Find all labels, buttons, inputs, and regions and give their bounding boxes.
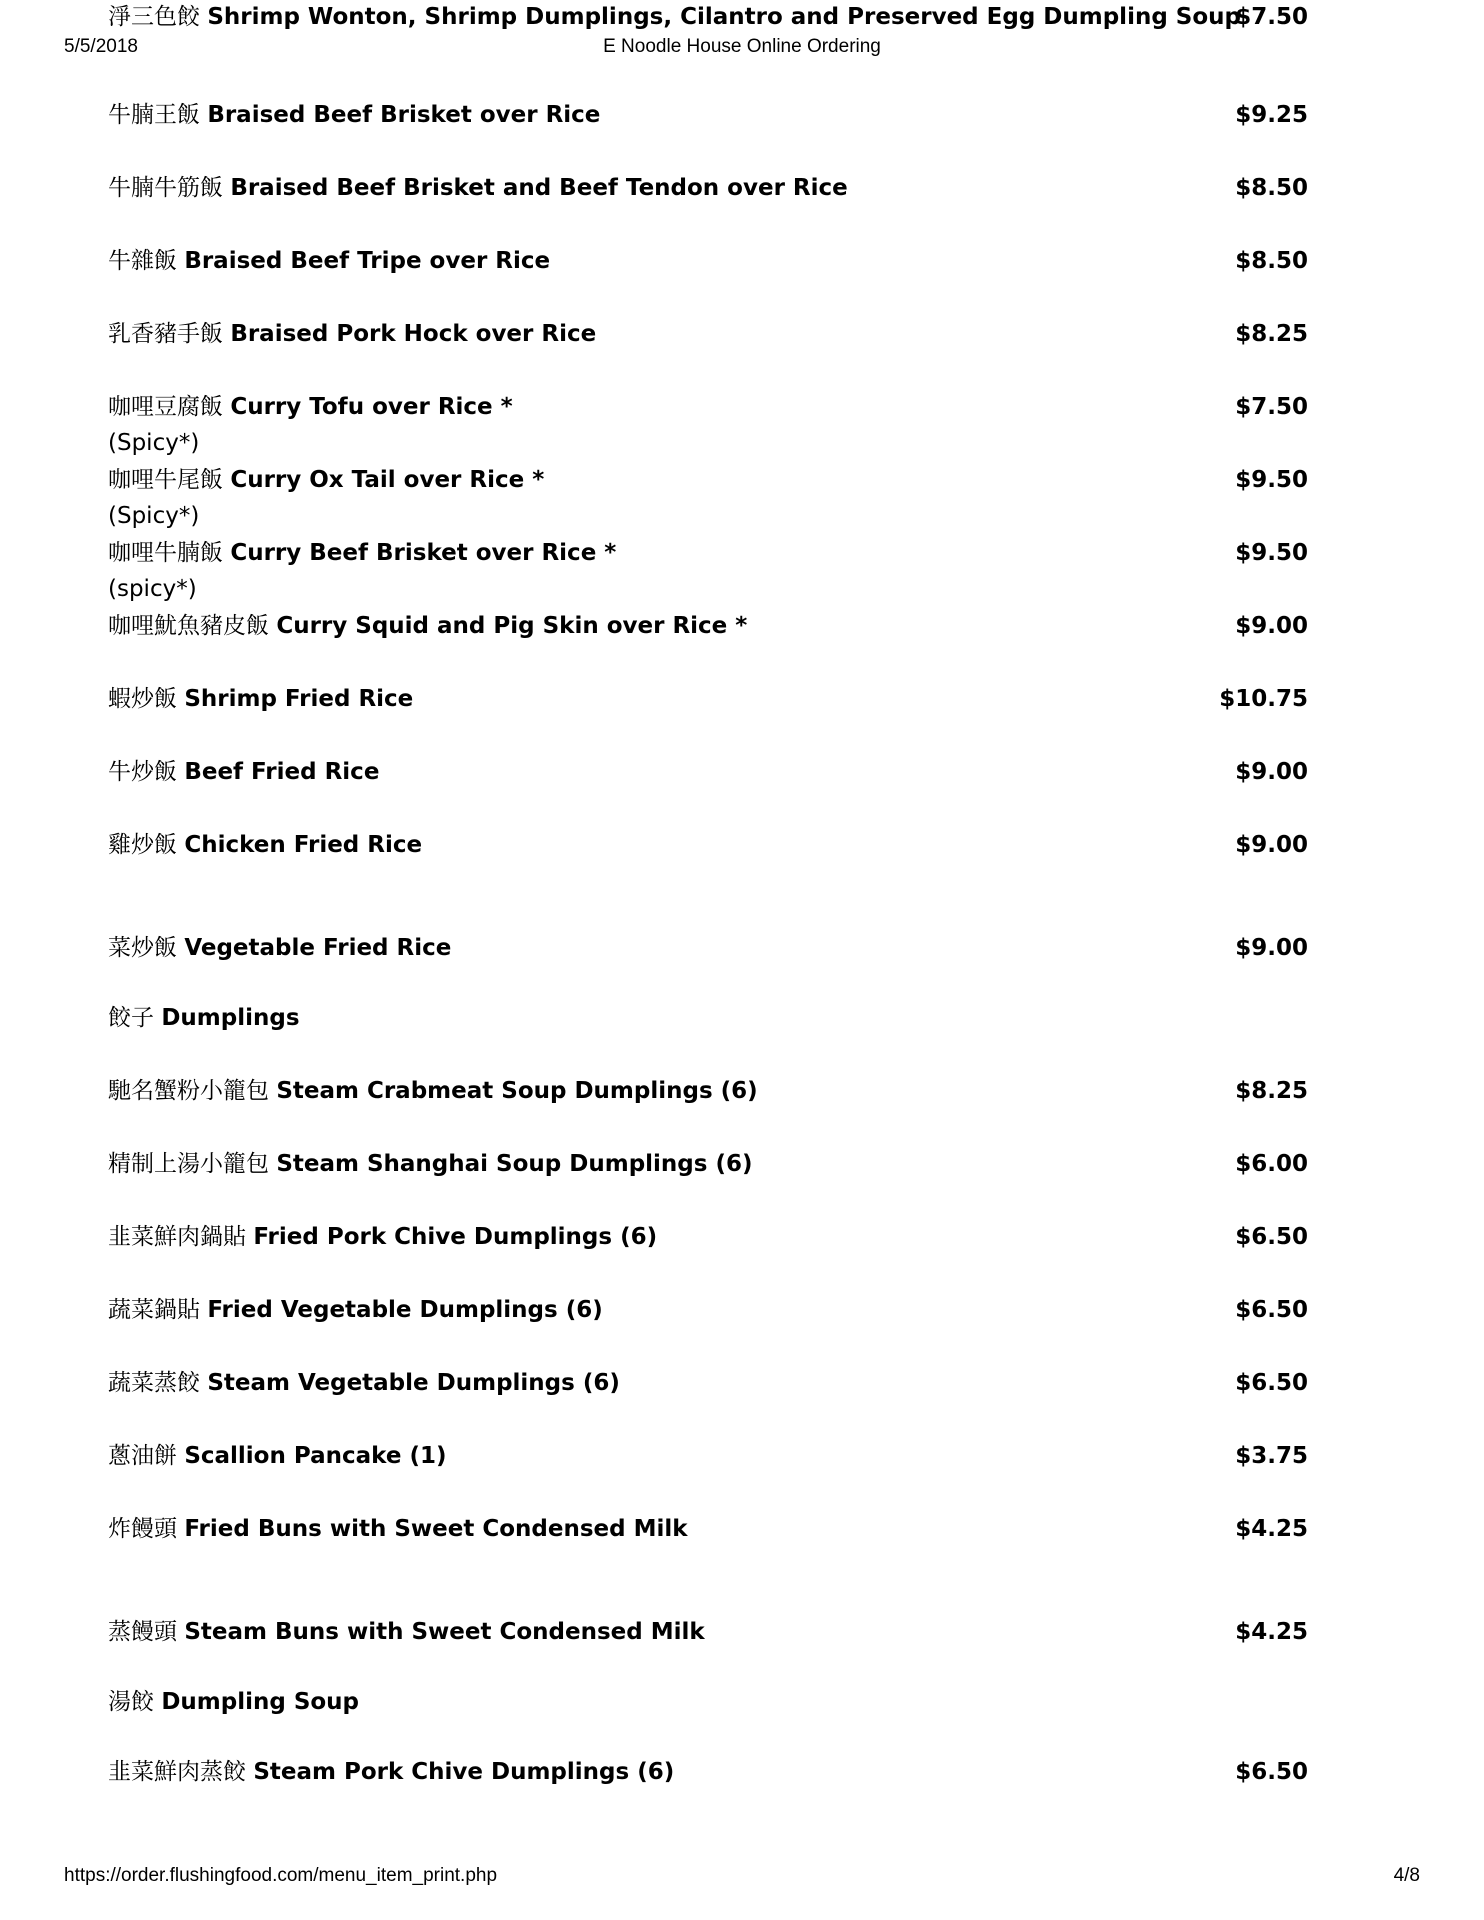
english-name: Steam Crabmeat Soup Dumplings (6) — [276, 1078, 758, 1104]
item-name — [108, 1147, 752, 1181]
menu-item — [108, 171, 1308, 205]
page-url: https://order.flushingfood.com/menu_item_print.php — [64, 1865, 498, 1886]
item-price: $6.50 — [1235, 1759, 1308, 1785]
english-name: Shrimp Wonton, Shrimp Dumplings, Cilantro and Preserved Egg Dumpling Soup — [207, 4, 1241, 30]
item-price: $9.50 — [1235, 467, 1308, 493]
chinese-name: 韭菜鮮肉蒸餃 — [108, 1759, 246, 1785]
item-name — [108, 609, 747, 643]
chinese-name: 雞炒飯 — [108, 832, 177, 858]
item-name — [108, 317, 596, 351]
print-date: 5/5/2018 — [64, 36, 138, 57]
item-price: $7.50 — [1235, 4, 1308, 30]
item-price: $6.50 — [1235, 1224, 1308, 1250]
chinese-name: 馳名蟹粉小籠包 — [108, 1078, 269, 1104]
chinese-name: 咖哩魷魚豬皮飯 — [108, 613, 269, 639]
item-name — [108, 1615, 705, 1649]
english-name: Braised Pork Hock over Rice — [230, 321, 597, 347]
english-name: Vegetable Fried Rice — [184, 935, 452, 961]
item-price: $9.00 — [1235, 935, 1308, 961]
item-name — [108, 171, 848, 205]
item-name — [108, 1074, 758, 1108]
item-name — [108, 390, 513, 424]
menu-item — [108, 931, 1308, 965]
english-name: Curry Beef Brisket over Rice * — [230, 540, 617, 566]
english-name: Fried Buns with Sweet Condensed Milk — [184, 1516, 688, 1542]
english-name: Fried Pork Chive Dumplings (6) — [253, 1224, 658, 1250]
item-name — [108, 1366, 620, 1400]
menu-item — [108, 828, 1308, 862]
item-name — [108, 536, 616, 570]
item-price: $8.25 — [1235, 1078, 1308, 1104]
menu-item — [108, 682, 1308, 716]
chinese-name: 菜炒飯 — [108, 935, 177, 961]
chinese-name: 湯餃 — [108, 1689, 154, 1715]
item-price: $9.25 — [1235, 102, 1308, 128]
item-price: $4.25 — [1235, 1516, 1308, 1542]
item-name — [108, 828, 422, 862]
menu-item — [108, 1293, 1308, 1327]
item-price: $8.50 — [1235, 248, 1308, 274]
english-name: Braised Beef Tripe over Rice — [184, 248, 551, 274]
item-price: $9.00 — [1235, 613, 1308, 639]
item-note: (Spicy*) — [108, 503, 200, 529]
english-name: Curry Squid and Pig Skin over Rice * — [276, 613, 748, 639]
item-name — [108, 463, 544, 497]
chinese-name: 牛腩牛筋飯 — [108, 175, 223, 201]
page-footer — [0, 1863, 1484, 1889]
chinese-name: 蔬菜鍋貼 — [108, 1297, 200, 1323]
chinese-name: 牛炒飯 — [108, 759, 177, 785]
item-price: $8.50 — [1235, 175, 1308, 201]
menu-item — [108, 0, 1308, 34]
menu-item — [108, 317, 1308, 351]
item-price: $3.75 — [1235, 1443, 1308, 1469]
item-note: (spicy*) — [108, 576, 197, 602]
english-name: Braised Beef Brisket over Rice — [207, 102, 601, 128]
menu-item — [108, 1512, 1308, 1546]
item-name — [108, 931, 451, 965]
chinese-name: 咖哩牛尾飯 — [108, 467, 223, 493]
menu-item — [108, 244, 1308, 278]
menu-item — [108, 1366, 1308, 1400]
chinese-name: 咖哩牛腩飯 — [108, 540, 223, 566]
item-note: (Spicy*) — [108, 430, 200, 456]
section-heading — [108, 1001, 1308, 1035]
section-heading — [108, 1685, 1308, 1719]
chinese-name: 韭菜鮮肉鍋貼 — [108, 1224, 246, 1250]
chinese-name: 炸饅頭 — [108, 1516, 177, 1542]
item-name — [108, 755, 379, 789]
item-name — [108, 1755, 674, 1789]
menu-item — [108, 1147, 1308, 1181]
page-title: E Noodle House Online Ordering — [603, 36, 881, 57]
item-price: $9.50 — [1235, 540, 1308, 566]
menu-item — [108, 463, 1308, 529]
item-name — [108, 0, 1241, 34]
item-price: $6.50 — [1235, 1297, 1308, 1323]
item-name — [108, 244, 550, 278]
english-name: Steam Vegetable Dumplings (6) — [207, 1370, 620, 1396]
item-price: $8.25 — [1235, 321, 1308, 347]
menu-item — [108, 1755, 1308, 1789]
item-price: $4.25 — [1235, 1619, 1308, 1645]
english-name: Shrimp Fried Rice — [184, 686, 414, 712]
menu-item — [108, 609, 1308, 643]
section-title — [108, 1001, 300, 1035]
item-name — [108, 1220, 657, 1254]
item-name — [108, 682, 413, 716]
menu-item — [108, 1439, 1308, 1473]
item-name — [108, 98, 600, 132]
english-name: Beef Fried Rice — [184, 759, 380, 785]
chinese-name: 蝦炒飯 — [108, 686, 177, 712]
menu-item — [108, 536, 1308, 602]
chinese-name: 淨三色餃 — [108, 4, 200, 30]
chinese-name: 蔥油餅 — [108, 1443, 177, 1469]
english-name: Fried Vegetable Dumplings (6) — [207, 1297, 603, 1323]
english-name: Chicken Fried Rice — [184, 832, 423, 858]
section-title — [108, 1685, 359, 1719]
item-price: $6.50 — [1235, 1370, 1308, 1396]
item-name — [108, 1293, 603, 1327]
chinese-name: 牛雜飯 — [108, 248, 177, 274]
menu-item — [108, 390, 1308, 456]
item-price: $9.00 — [1235, 832, 1308, 858]
page-number: 4/8 — [1393, 1865, 1420, 1886]
item-price: $9.00 — [1235, 759, 1308, 785]
english-name: Steam Buns with Sweet Condensed Milk — [184, 1619, 705, 1645]
menu-item — [108, 1615, 1308, 1649]
item-price: $10.75 — [1219, 686, 1308, 712]
chinese-name: 精制上湯小籠包 — [108, 1151, 269, 1177]
chinese-name: 咖哩豆腐飯 — [108, 394, 223, 420]
item-name — [108, 1439, 446, 1473]
item-price: $7.50 — [1235, 394, 1308, 420]
english-name: Curry Tofu over Rice * — [230, 394, 513, 420]
english-name: Braised Beef Brisket and Beef Tendon over Rice — [230, 175, 848, 201]
item-price: $6.00 — [1235, 1151, 1308, 1177]
item-name — [108, 1512, 688, 1546]
chinese-name: 餃子 — [108, 1005, 154, 1031]
english-name: Scallion Pancake (1) — [184, 1443, 447, 1469]
chinese-name: 乳香豬手飯 — [108, 321, 223, 347]
english-name: Steam Shanghai Soup Dumplings (6) — [276, 1151, 753, 1177]
english-name: Curry Ox Tail over Rice * — [230, 467, 545, 493]
english-name: Steam Pork Chive Dumplings (6) — [253, 1759, 675, 1785]
menu-item — [108, 755, 1308, 789]
chinese-name: 蒸饅頭 — [108, 1619, 177, 1645]
english-name: Dumpling Soup — [161, 1689, 360, 1715]
menu-item — [108, 98, 1308, 132]
chinese-name: 蔬菜蒸餃 — [108, 1370, 200, 1396]
menu-item — [108, 1220, 1308, 1254]
english-name: Dumplings — [161, 1005, 300, 1031]
menu-item — [108, 1074, 1308, 1108]
chinese-name: 牛腩王飯 — [108, 102, 200, 128]
